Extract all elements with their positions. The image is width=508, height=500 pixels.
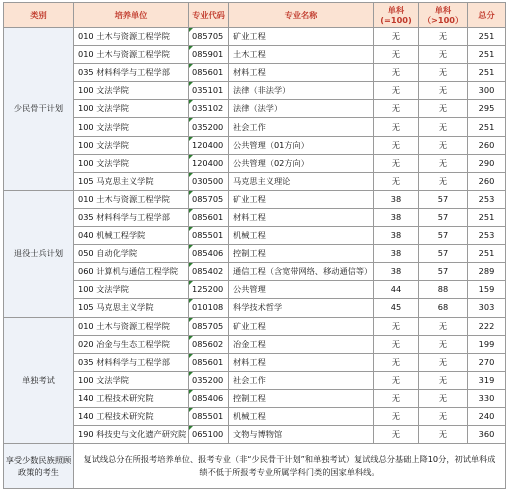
major-cell: 土木工程 bbox=[229, 46, 374, 64]
note-row bbox=[4, 444, 506, 489]
unit-cell: 040 机械工程学院 bbox=[74, 227, 189, 245]
major-cell: 材料工程 bbox=[229, 208, 374, 226]
unit-cell: 140 工程技术研究院 bbox=[74, 389, 189, 407]
table-row bbox=[4, 317, 506, 335]
single-gt100-cell: 无 bbox=[419, 28, 468, 46]
major-cell: 社会工作 bbox=[229, 371, 374, 389]
header-single-le100 bbox=[374, 3, 419, 28]
header-single-gt100-line1: 单科 bbox=[434, 5, 452, 15]
total-score-cell: 199 bbox=[468, 335, 506, 353]
table-row bbox=[4, 46, 506, 64]
single-gt100-cell: 无 bbox=[419, 371, 468, 389]
total-score-cell: 330 bbox=[468, 389, 506, 407]
unit-cell: 105 马克思主义学院 bbox=[74, 299, 189, 317]
single-gt100-cell: 无 bbox=[419, 407, 468, 425]
unit-cell: 010 土木与资源工程学院 bbox=[74, 190, 189, 208]
total-score-cell: 295 bbox=[468, 100, 506, 118]
code-cell: 120400 bbox=[189, 154, 229, 172]
total-score-cell: 251 bbox=[468, 245, 506, 263]
code-cell: 125200 bbox=[189, 281, 229, 299]
major-cell: 矿业工程 bbox=[229, 190, 374, 208]
code-cell: 035101 bbox=[189, 82, 229, 100]
total-score-cell: 319 bbox=[468, 371, 506, 389]
total-score-cell: 360 bbox=[468, 426, 506, 444]
table-row bbox=[4, 353, 506, 371]
table-row bbox=[4, 426, 506, 444]
major-cell: 机械工程 bbox=[229, 407, 374, 425]
code-cell: 030500 bbox=[189, 172, 229, 190]
table-row bbox=[4, 263, 506, 281]
total-score-cell: 253 bbox=[468, 227, 506, 245]
code-cell: 085705 bbox=[189, 190, 229, 208]
unit-cell: 035 材料科学与工程学部 bbox=[74, 64, 189, 82]
total-score-cell: 270 bbox=[468, 353, 506, 371]
total-score-cell: 251 bbox=[468, 208, 506, 226]
category-cell: 少民骨干计划 bbox=[4, 28, 74, 191]
single-le100-cell: 无 bbox=[374, 426, 419, 444]
code-cell: 085602 bbox=[189, 335, 229, 353]
major-cell: 法律（非法学） bbox=[229, 82, 374, 100]
single-gt100-cell: 无 bbox=[419, 136, 468, 154]
unit-cell: 020 冶金与生态工程学院 bbox=[74, 335, 189, 353]
single-le100-cell: 38 bbox=[374, 227, 419, 245]
code-cell: 085406 bbox=[189, 245, 229, 263]
header-single-le100-line1: 单科 bbox=[387, 5, 405, 15]
single-le100-cell: 无 bbox=[374, 154, 419, 172]
category-cell: 退役士兵计划 bbox=[4, 190, 74, 317]
single-le100-cell: 38 bbox=[374, 245, 419, 263]
single-le100-cell: 无 bbox=[374, 407, 419, 425]
single-gt100-cell: 57 bbox=[419, 190, 468, 208]
total-score-cell: 290 bbox=[468, 154, 506, 172]
single-le100-cell: 无 bbox=[374, 64, 419, 82]
unit-cell: 100 文法学院 bbox=[74, 118, 189, 136]
code-cell: 085705 bbox=[189, 28, 229, 46]
table-row bbox=[4, 407, 506, 425]
code-cell: 085402 bbox=[189, 263, 229, 281]
table-row bbox=[4, 299, 506, 317]
single-gt100-cell: 无 bbox=[419, 82, 468, 100]
table-row bbox=[4, 118, 506, 136]
table-row bbox=[4, 335, 506, 353]
single-le100-cell: 无 bbox=[374, 317, 419, 335]
total-score-cell: 260 bbox=[468, 172, 506, 190]
table-row bbox=[4, 154, 506, 172]
major-cell: 机械工程 bbox=[229, 227, 374, 245]
single-gt100-cell: 无 bbox=[419, 317, 468, 335]
single-le100-cell: 44 bbox=[374, 281, 419, 299]
header-single-gt100-line2: （>100） bbox=[422, 15, 464, 25]
table-row bbox=[4, 227, 506, 245]
major-cell: 科学技术哲学 bbox=[229, 299, 374, 317]
header-unit: 培养单位 bbox=[74, 3, 189, 28]
table-row bbox=[4, 281, 506, 299]
single-gt100-cell: 57 bbox=[419, 263, 468, 281]
code-cell: 120400 bbox=[189, 136, 229, 154]
unit-cell: 060 计算机与通信工程学院 bbox=[74, 263, 189, 281]
code-cell: 085601 bbox=[189, 208, 229, 226]
code-cell: 085901 bbox=[189, 46, 229, 64]
single-le100-cell: 无 bbox=[374, 82, 419, 100]
score-table-container bbox=[3, 2, 505, 489]
code-cell: 035102 bbox=[189, 100, 229, 118]
table-row bbox=[4, 371, 506, 389]
single-gt100-cell: 88 bbox=[419, 281, 468, 299]
header-code: 专业代码 bbox=[189, 3, 229, 28]
code-cell: 035200 bbox=[189, 371, 229, 389]
single-le100-cell: 无 bbox=[374, 118, 419, 136]
single-gt100-cell: 无 bbox=[419, 118, 468, 136]
single-gt100-cell: 无 bbox=[419, 389, 468, 407]
header-single-gt100 bbox=[419, 3, 468, 28]
unit-cell: 100 文法学院 bbox=[74, 154, 189, 172]
code-cell: 085501 bbox=[189, 407, 229, 425]
single-gt100-cell: 无 bbox=[419, 154, 468, 172]
note-category: 享受少数民族照顾政策的考生 bbox=[4, 444, 74, 489]
category-cell: 单独考试 bbox=[4, 317, 74, 444]
single-le100-cell: 45 bbox=[374, 299, 419, 317]
table-row bbox=[4, 136, 506, 154]
single-gt100-cell: 68 bbox=[419, 299, 468, 317]
major-cell: 法律（法学） bbox=[229, 100, 374, 118]
unit-cell: 010 土木与资源工程学院 bbox=[74, 46, 189, 64]
single-le100-cell: 38 bbox=[374, 208, 419, 226]
total-score-cell: 222 bbox=[468, 317, 506, 335]
single-le100-cell: 无 bbox=[374, 136, 419, 154]
code-cell: 085601 bbox=[189, 64, 229, 82]
single-le100-cell: 无 bbox=[374, 172, 419, 190]
retest-score-table bbox=[3, 2, 506, 489]
single-le100-cell: 无 bbox=[374, 389, 419, 407]
single-gt100-cell: 57 bbox=[419, 227, 468, 245]
major-cell: 材料工程 bbox=[229, 64, 374, 82]
total-score-cell: 289 bbox=[468, 263, 506, 281]
total-score-cell: 251 bbox=[468, 118, 506, 136]
total-score-cell: 303 bbox=[468, 299, 506, 317]
major-cell: 公共管理 bbox=[229, 281, 374, 299]
single-gt100-cell: 无 bbox=[419, 46, 468, 64]
total-score-cell: 253 bbox=[468, 190, 506, 208]
table-row bbox=[4, 100, 506, 118]
unit-cell: 050 自动化学院 bbox=[74, 245, 189, 263]
unit-cell: 105 马克思主义学院 bbox=[74, 172, 189, 190]
total-score-cell: 251 bbox=[468, 28, 506, 46]
table-row bbox=[4, 245, 506, 263]
table-row bbox=[4, 208, 506, 226]
unit-cell: 140 工程技术研究院 bbox=[74, 407, 189, 425]
table-row bbox=[4, 172, 506, 190]
single-gt100-cell: 无 bbox=[419, 353, 468, 371]
single-gt100-cell: 无 bbox=[419, 172, 468, 190]
unit-cell: 010 土木与资源工程学院 bbox=[74, 28, 189, 46]
note-text: 复试线总分在所报考培养单位、报考专业（非“少民骨干计划”和单独考试）复试线总分基础上降10分，初试单科成绩不低于所报考专业所属学科门类的国家单科线。 bbox=[74, 444, 506, 489]
total-score-cell: 251 bbox=[468, 46, 506, 64]
header-major: 专业名称 bbox=[229, 3, 374, 28]
major-cell: 矿业工程 bbox=[229, 28, 374, 46]
unit-cell: 190 科技史与文化遗产研究院 bbox=[74, 426, 189, 444]
major-cell: 公共管理（02方向） bbox=[229, 154, 374, 172]
code-cell: 010108 bbox=[189, 299, 229, 317]
major-cell: 社会工作 bbox=[229, 118, 374, 136]
major-cell: 公共管理（01方向） bbox=[229, 136, 374, 154]
header-total: 总分 bbox=[468, 3, 506, 28]
major-cell: 控制工程 bbox=[229, 245, 374, 263]
code-cell: 035200 bbox=[189, 118, 229, 136]
unit-cell: 100 文法学院 bbox=[74, 100, 189, 118]
major-cell: 马克思主义理论 bbox=[229, 172, 374, 190]
header-single-le100-line2: (=100) bbox=[380, 15, 412, 25]
total-score-cell: 251 bbox=[468, 64, 506, 82]
single-gt100-cell: 57 bbox=[419, 208, 468, 226]
code-cell: 065100 bbox=[189, 426, 229, 444]
single-le100-cell: 无 bbox=[374, 353, 419, 371]
single-le100-cell: 无 bbox=[374, 335, 419, 353]
unit-cell: 010 土木与资源工程学院 bbox=[74, 317, 189, 335]
total-score-cell: 260 bbox=[468, 136, 506, 154]
major-cell: 矿业工程 bbox=[229, 317, 374, 335]
single-gt100-cell: 无 bbox=[419, 64, 468, 82]
single-le100-cell: 38 bbox=[374, 263, 419, 281]
single-le100-cell: 无 bbox=[374, 46, 419, 64]
major-cell: 冶金工程 bbox=[229, 335, 374, 353]
table-body bbox=[4, 28, 506, 444]
code-cell: 085501 bbox=[189, 227, 229, 245]
table-row bbox=[4, 28, 506, 46]
single-gt100-cell: 无 bbox=[419, 100, 468, 118]
table-row bbox=[4, 82, 506, 100]
major-cell: 文物与博物馆 bbox=[229, 426, 374, 444]
total-score-cell: 240 bbox=[468, 407, 506, 425]
unit-cell: 035 材料科学与工程学部 bbox=[74, 353, 189, 371]
major-cell: 材料工程 bbox=[229, 353, 374, 371]
total-score-cell: 159 bbox=[468, 281, 506, 299]
unit-cell: 100 文法学院 bbox=[74, 281, 189, 299]
code-cell: 085406 bbox=[189, 389, 229, 407]
table-row bbox=[4, 389, 506, 407]
single-le100-cell: 38 bbox=[374, 190, 419, 208]
table-row bbox=[4, 64, 506, 82]
single-le100-cell: 无 bbox=[374, 371, 419, 389]
single-gt100-cell: 无 bbox=[419, 335, 468, 353]
total-score-cell: 300 bbox=[468, 82, 506, 100]
major-cell: 通信工程（含宽带网络、移动通信等） bbox=[229, 263, 374, 281]
single-gt100-cell: 无 bbox=[419, 426, 468, 444]
code-cell: 085705 bbox=[189, 317, 229, 335]
major-cell: 控制工程 bbox=[229, 389, 374, 407]
single-le100-cell: 无 bbox=[374, 100, 419, 118]
single-le100-cell: 无 bbox=[374, 28, 419, 46]
unit-cell: 100 文法学院 bbox=[74, 82, 189, 100]
header-category: 类别 bbox=[4, 3, 74, 28]
single-gt100-cell: 57 bbox=[419, 245, 468, 263]
unit-cell: 100 文法学院 bbox=[74, 371, 189, 389]
table-row bbox=[4, 190, 506, 208]
code-cell: 085601 bbox=[189, 353, 229, 371]
unit-cell: 100 文法学院 bbox=[74, 136, 189, 154]
unit-cell: 035 材料科学与工程学部 bbox=[74, 208, 189, 226]
header-row bbox=[4, 3, 506, 28]
